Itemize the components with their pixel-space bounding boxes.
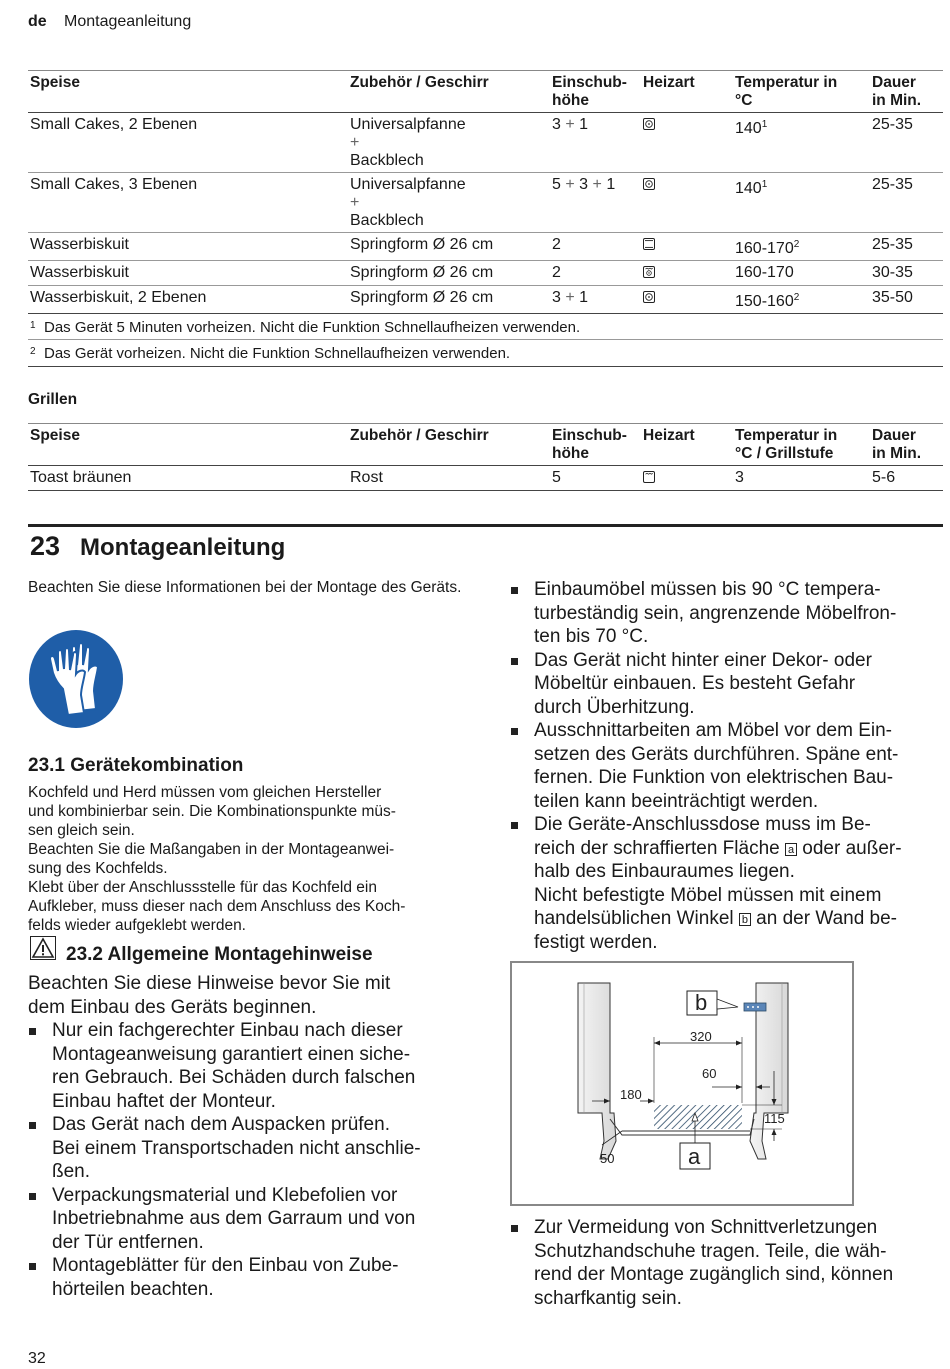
level: 1 [579,116,589,133]
text-line: fernen. Die Funktion von elektrischen Bau- [534,767,894,788]
top-bottom-heat-icon [643,238,655,250]
table-row [28,466,943,491]
list-item [28,1254,488,1301]
bullet [511,658,518,665]
text-line: Montageanweisung garantiert einen siche- [52,1043,411,1065]
text-line: dem Einbau des Geräts beginnen. [28,996,317,1018]
footnote-text: Das Gerät vorheizen. Nicht die Funktion Schnellaufheizen verwenden. [44,345,511,362]
level: 5 [552,176,561,193]
zub-line: Universalpfanne [350,176,466,193]
footnote-row [28,340,943,367]
cell-heizart [641,173,733,233]
cell-zubehoer: Springform Ø 26 cm [350,264,494,281]
text-line: teilen kann beeinträchtigt werden. [534,790,819,812]
subsection-body-232 [28,972,488,1301]
dim-50: 50 [600,1151,615,1166]
cell-temperatur [733,233,870,261]
text-line: sen gleich sein. [28,822,135,839]
footnote-ref: 1 [761,179,768,190]
language-code: de [28,13,47,30]
text-line: Inbetriebnahme aus dem Garraum und von [52,1208,416,1229]
list-item [28,1019,488,1113]
plus-sign: + [592,176,602,193]
table-row [28,173,943,233]
cell-heizart [641,261,733,286]
zub-line: Backblech [350,152,424,169]
grillen-heading: Grillen [28,391,78,408]
cell-einschub: 5 [552,469,561,486]
level: 1 [579,289,589,306]
text-line: Schutzhandschuhe tragen. Teile, die wäh- [534,1240,887,1262]
col-speise: Speise [30,74,80,91]
fan-heat-icon [643,178,655,190]
table-header-row [28,424,943,466]
label-b-box: b [739,913,751,926]
text-line: ßen. [52,1161,91,1182]
cell-heizart [641,286,733,314]
text-span: an der Wand be- [750,908,898,929]
footnote-text: Das Gerät 5 Minuten vorheizen. Nicht die Funktion Schnellaufheizen verwenden. [44,319,581,336]
level: 3 [552,289,561,306]
text-line: Die Geräte-Anschlussdose muss im Be- [534,814,871,835]
plus-sign: + [350,194,360,211]
section-number: 23 [30,531,61,561]
bullet-list [510,1216,945,1310]
cell-speise: Wasserbiskuit [30,264,129,281]
text-line: Einbau haftet der Monteur. [52,1090,276,1112]
fan-heat-icon [643,291,655,303]
text-line: Einbaumöbel müssen bis 90 °C tempera- [534,579,881,600]
label-b: b [695,990,708,1015]
footnote-num: 2 [30,346,36,357]
cell-temperatur: 3 [735,469,744,486]
cell-speise: Small Cakes, 3 Ebenen [30,176,198,193]
text-line: Verpackungsmaterial und Klebefolien vor [52,1184,398,1206]
col-zubehoer: Zubehör / Geschirr [350,427,489,444]
cell-heizart [641,233,733,261]
level: 1 [606,176,616,193]
text-line: Montageblätter für den Einbau von Zube- [52,1255,399,1276]
text-line: halb des Einbauraumes liegen. [534,861,795,882]
text-line: ren Gebrauch. Bei Schäden durch falschen [52,1067,416,1088]
label-a: a [688,1144,701,1169]
col-dauer: Dauer in Min. [872,74,922,109]
gloves-bullet [510,1216,945,1310]
cell-temperatur [733,113,870,173]
right-column [510,578,945,954]
text-line: scharfkantig sein. [534,1287,682,1309]
list-item [510,813,945,954]
cell-zubehoer: Springform Ø 26 cm [350,236,494,253]
footnote-ref: 2 [793,239,800,250]
text-line: durch Überhitzung. [534,696,695,718]
footnote [28,340,943,367]
list-item [510,578,945,649]
cell-dauer: 25-35 [872,116,913,133]
bullet-list [28,1019,488,1301]
text-line: Kochfeld und Herd müssen vom gleichen Hersteller [28,784,382,801]
cell-heizart [641,113,733,173]
col-einschub: Einschub- höhe [552,74,627,109]
bullet [29,1193,36,1200]
plus-sign: + [565,116,575,133]
list-item [510,719,945,813]
temp-value: 140 [735,120,762,137]
page-number: 32 [28,1350,46,1367]
text-line: Bei einem Transportschaden nicht anschlie- [52,1137,421,1159]
bullet [511,822,518,829]
plus-sign: + [350,134,360,151]
list-item [28,1184,488,1255]
cell-zubehoer [348,113,550,173]
bullet [29,1028,36,1035]
subsection-title-232: 23.2 Allgemeine Montagehinweise [66,944,373,965]
footnote-ref: 1 [761,119,768,130]
footnote [28,314,943,340]
section-title: Montageanleitung [80,534,286,561]
cell-dauer: 35-50 [872,289,913,306]
cell-speise: Small Cakes, 2 Ebenen [30,116,198,133]
cell-einschub: 2 [552,264,561,281]
col-temperatur: Temperatur in °C / Grillstufe [735,427,838,462]
col-speise: Speise [30,427,80,444]
text-line: Zur Vermeidung von Schnittverletzungen [534,1217,878,1238]
table-row [28,261,943,286]
cell-speise: Wasserbiskuit [30,236,129,253]
level: 3 [579,176,589,193]
text-line: Beachten Sie diese Hinweise bevor Sie mit [28,973,391,994]
text-line: Nicht befestigte Möbel müssen mit einem [534,884,882,906]
bullet [29,1122,36,1129]
label-a-box: a [785,843,797,856]
header-title: Montageanleitung [64,13,192,30]
zub-line: Backblech [350,212,424,229]
table-row [28,113,943,173]
list-item [28,1113,488,1184]
cell-temperatur [733,286,870,314]
cell-heizart [641,466,733,491]
text-line: festigt werden. [534,931,658,953]
text-line [534,907,945,931]
cell-zubehoer: Springform Ø 26 cm [350,289,494,306]
cell-speise: Wasserbiskuit, 2 Ebenen [30,289,207,306]
subsection-title-231: 23.1 Gerätekombination [28,755,244,776]
text-line: Beachten Sie die Maßangaben in der Montageanwei- [28,841,395,858]
baking-table [28,70,943,367]
col-temperatur: Temperatur in °C [735,74,838,109]
table-row [28,233,943,261]
cell-dauer: 25-35 [872,176,913,193]
cell-zubehoer [348,173,550,233]
bullet [511,1225,518,1232]
protective-gloves-icon [28,629,124,729]
col-heizart: Heizart [643,74,695,91]
cell-einschub [550,173,641,233]
bullet [511,728,518,735]
list-item [510,1216,945,1310]
cell-dauer: 25-35 [872,236,913,253]
dim-180: 180 [620,1087,642,1102]
col-dauer: Dauer in Min. [872,427,922,462]
plus-sign: + [565,176,575,193]
text-line: Nur ein fachgerechter Einbau nach dieser [52,1020,403,1041]
cell-zubehoer: Rost [350,469,383,486]
text-line: Aufkleber, muss dieser nach dem Anschluss des Koch- [28,898,406,915]
cell-temperatur [733,173,870,233]
text-line: hörteilen beachten. [52,1278,214,1300]
text-line: Möbeltür einbauen. Es besteht Gefahr [534,673,856,694]
fan-heat-icon [643,118,655,130]
cell-speise: Toast bräunen [30,469,132,486]
cell-dauer: 30-35 [872,264,913,281]
text-span: handelsüblichen Winkel [534,908,739,929]
temp-value: 160-170 [735,240,794,257]
text-span: oder außer- [797,837,902,859]
cell-dauer: 5-6 [872,469,896,486]
footnote-ref: 2 [793,292,800,303]
text-line: der Tür entfernen. [52,1231,204,1253]
dim-115: 115 [764,1111,785,1126]
cell-einschub [550,286,641,314]
bullet [511,587,518,594]
installation-diagram [510,961,854,1206]
text-line: turbeständig sein, angrenzende Möbelfron- [534,602,897,624]
footnote-num: 1 [30,320,36,331]
bullet [29,1263,36,1270]
text-line: Ausschnittarbeiten am Möbel vor dem Ein- [534,720,892,741]
cell-temperatur: 160-170 [735,264,794,281]
text-line: felds wieder aufgeklebt werden. [28,917,246,934]
col-einschub: Einschub- höhe [552,427,627,462]
warning-icon [30,936,56,960]
plus-sign: + [565,289,575,306]
text-line: und kombinierbar sein. Die Kombinationspunkte müs- [28,803,396,820]
text-line: sung des Kochfelds. [28,860,168,877]
text-line: rend der Montage zugänglich sind, können [534,1264,894,1285]
text-line: ten bis 70 °C. [534,626,649,647]
list-item [510,649,945,720]
cell-einschub: 2 [552,236,561,253]
col-zubehoer: Zubehör / Geschirr [350,74,489,91]
subsection-body-231 [28,783,488,935]
dim-320: 320 [690,1029,712,1044]
temp-value: 140 [735,180,762,197]
text-line: setzen des Geräts durchführen. Späne ent- [534,743,899,765]
zub-line: Universalpfanne [350,116,466,133]
text-line [534,837,945,861]
text-line: Das Gerät nicht hinter einer Dekor- oder [534,649,872,671]
grill-icon [643,471,655,483]
text-line: Klebt über der Anschlussstelle für das Kochfeld ein [28,879,377,896]
table-header-row [28,71,943,113]
temp-value: 150-160 [735,293,794,310]
text-line: Das Gerät nach dem Auspacken prüfen. [52,1114,390,1135]
cell-einschub [550,113,641,173]
table-row [28,286,943,314]
section-intro: Beachten Sie diese Informationen bei der Montage des Geräts. [28,579,462,596]
dim-60: 60 [702,1066,717,1081]
fan-grill-icon [643,266,655,278]
footnote-row [28,314,943,340]
bullet-list [510,578,945,954]
text-span: reich der schraffierten Fläche [534,837,785,859]
section-rule [28,524,943,527]
grill-table [28,423,943,491]
col-heizart: Heizart [643,427,695,444]
level: 3 [552,116,561,133]
